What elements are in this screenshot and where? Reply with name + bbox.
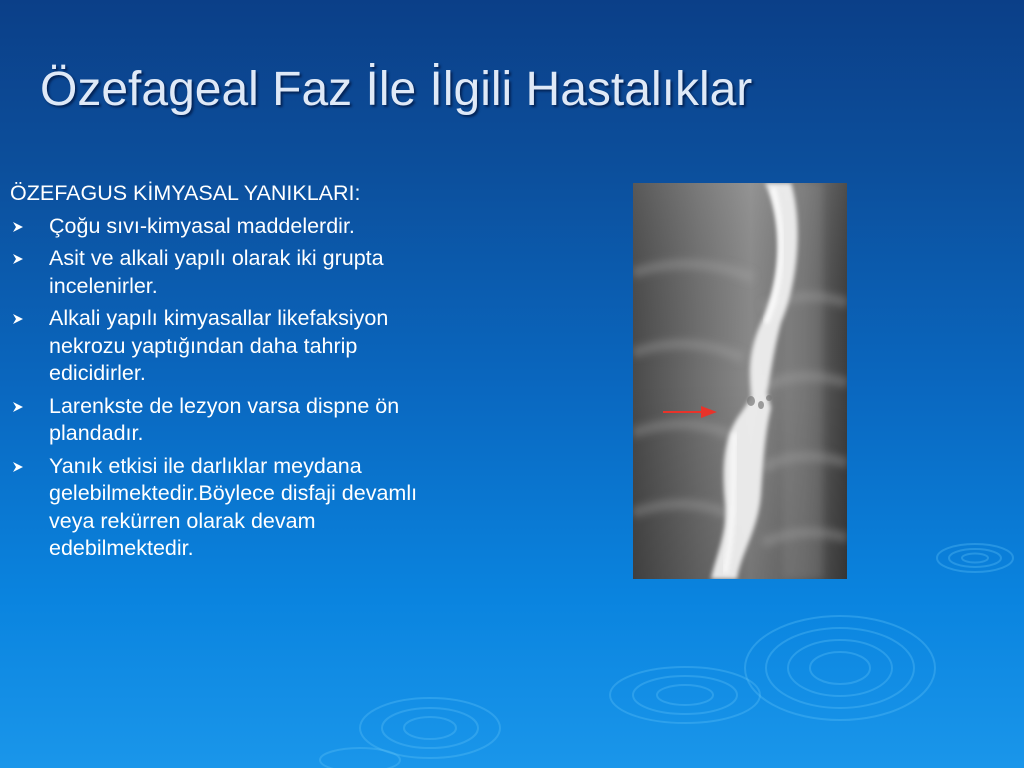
- slide-title: Özefageal Faz İle İlgili Hastalıklar: [40, 63, 753, 116]
- arrowhead-bullet-icon: [11, 252, 25, 266]
- arrowhead-bullet-icon: [11, 312, 25, 326]
- section-heading: ÖZEFAGUS KİMYASAL YANIKLARI:: [10, 181, 361, 205]
- esophagus-xray-image: [633, 183, 847, 579]
- arrowhead-bullet-icon: [11, 460, 25, 474]
- bullet-text: Larenkste de lezyon varsa dispne ön plandadır.: [49, 393, 400, 445]
- bullet-text: Çoğu sıvı-kimyasal maddelerdir.: [49, 213, 355, 238]
- slide-body: [10, 180, 440, 568]
- bullet-text: Asit ve alkali yapılı olarak iki grupta incelenirler.: [49, 246, 384, 298]
- bullet-text: Yanık etkisi ile darlıklar meydana gelebilmektedir.Böylece disfaji devamlı veya rekürren olarak devam edebilmektedir.: [49, 453, 418, 560]
- bullet-item: [10, 213, 440, 241]
- arrowhead-bullet-icon: [11, 220, 25, 234]
- bullet-text: Alkali yapılı kimyasallar likefaksiyon nekrozu yaptığından daha tahrip edicidirler.: [49, 306, 389, 385]
- bullet-list: [10, 213, 440, 563]
- arrowhead-bullet-icon: [11, 400, 25, 414]
- bullet-item: [10, 245, 440, 300]
- bullet-item: [10, 305, 440, 388]
- bullet-item: [10, 393, 440, 448]
- bullet-item: [10, 453, 440, 563]
